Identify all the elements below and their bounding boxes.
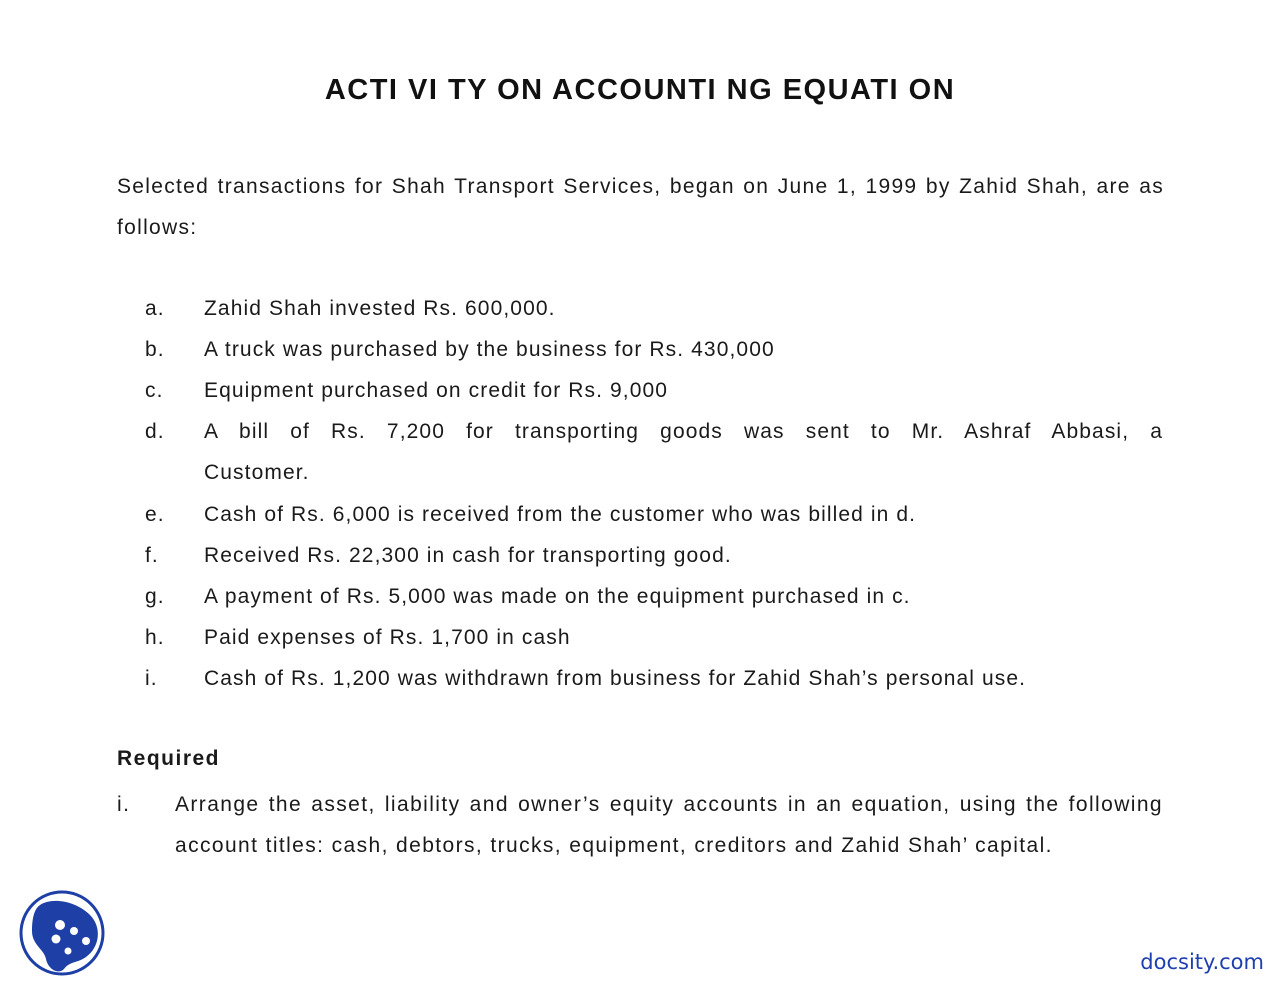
list-marker: h. [145,626,165,649]
docsity-logo-graphic [18,889,106,977]
list-marker: g. [145,585,165,608]
list-text: A truck was purchased by the business for Rs. 430,000 [204,338,775,361]
list-text: Zahid Shah invested Rs. 600,000. [204,297,556,320]
required-text: Arrange the asset, liability and owner’s equity accounts in an equation, using the following account titles: cash, debtors, trucks, equipment, creditors and Zahid Shah’ capital. [175,793,1163,857]
page-title: ACTI VI TY ON ACCOUNTI NG EQUATI ON [324,74,956,106]
docsity-link[interactable]: docsity.com [1140,950,1264,974]
list-marker: b. [145,338,165,361]
list-text: Equipment purchased on credit for Rs. 9,000 [204,379,669,402]
required-marker: i. [117,793,131,816]
docsity-logo-icon[interactable] [18,889,106,977]
list-marker: e. [145,503,165,526]
list-text: Cash of Rs. 6,000 is received from the customer who was billed in d. [204,503,917,526]
list-marker: a. [145,297,165,320]
list-text: A bill of Rs. 7,200 for transporting goods was sent to Mr. Ashraf Abbasi, a Customer. [204,420,1163,484]
list-marker: c. [145,379,164,402]
required-heading: Required [117,747,221,770]
list-marker: f. [145,544,159,567]
list-text: Cash of Rs. 1,200 was withdrawn from business for Zahid Shah’s personal use. [204,667,1027,690]
list-text: Received Rs. 22,300 in cash for transporting good. [204,544,732,567]
list-marker: i. [145,667,158,690]
intro-paragraph: Selected transactions for Shah Transport Services, began on June 1, 1999 by Zahid Shah, are as follows: [117,175,1164,239]
list-text: A payment of Rs. 5,000 was made on the equipment purchased in c. [204,585,911,608]
list-marker: d. [145,420,165,443]
list-text: Paid expenses of Rs. 1,700 in cash [204,626,571,649]
